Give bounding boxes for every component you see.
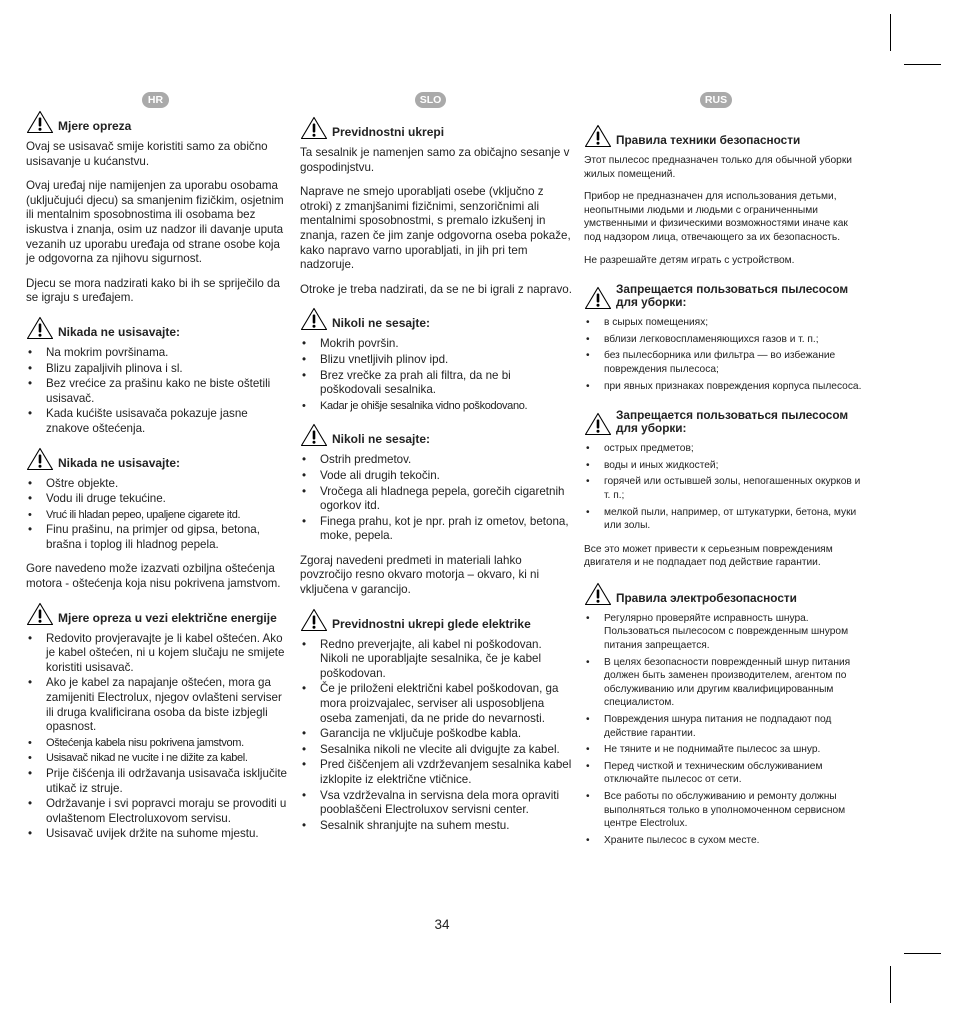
- list-item: • Redno preverjajte, ali kabel ni poškodovan. Nikoli ne uporabljajte sesalnika, če je kabel poškodovan.: [300, 638, 572, 682]
- list-item: • Повреждения шнура питания не подпадают под действие гарантии.: [584, 713, 864, 740]
- list-item: • Sesalnik shranjujte na suhem mestu.: [300, 819, 572, 834]
- section-heading: [300, 608, 572, 632]
- list-item: • Все работы по обслуживанию и ремонту должны выполняться только в уполномоченном сервисном центре Electrolux.: [584, 790, 864, 831]
- bullet-list: [584, 612, 864, 848]
- section-heading: [300, 423, 572, 447]
- list-item: • Oštećenja kabela nisu pokrivena jamstvom.: [26, 736, 288, 751]
- list-item: • Vročega ali hladnega pepela, gorečih cigaretnih ogorkov itd.: [300, 485, 572, 514]
- list-item: • Oštre objekte.: [26, 477, 288, 492]
- list-item: • Не тяните и не поднимайте пылесос за шнур.: [584, 743, 864, 757]
- paragraph: Не разрешайте детям играть с устройством.: [584, 254, 795, 266]
- list-item: • Usisavač uvijek držite na suhome mjestu.: [26, 827, 288, 842]
- heading-text: Nikada ne usisavajte:: [58, 455, 181, 470]
- list-item: • острых предметов;: [584, 442, 864, 456]
- list-item: • Če je priloženi električni kabel poškodovan, ga mora proizvajalec, serviser ali usposobljena oseba zamenjati, da ne pride do nevarnosti.: [300, 682, 572, 726]
- bullet-list: [300, 453, 572, 544]
- list-item: • без пылесборника или фильтра — во избежание повреждения пылесоса;: [584, 349, 864, 376]
- list-item: • Vruć ili hladan pepeo, upaljene cigarete itd.: [26, 508, 288, 523]
- section-heading: [26, 447, 288, 471]
- section-heading: [26, 316, 288, 340]
- paragraph: Все это может привести к серьезным повреждениям двигателя и не подпадает под действие гарантии.: [584, 543, 833, 569]
- crop-mark: [904, 953, 941, 954]
- section-heading: [300, 307, 572, 331]
- list-item: • Garancija ne vključuje poškodbe kabla.: [300, 727, 572, 742]
- list-item: • Prije čišćenja ili održavanja usisavača isključite utikač iz struje.: [26, 767, 288, 796]
- list-item: • Vode ali drugih tekočin.: [300, 469, 572, 484]
- warning-icon: [300, 307, 328, 331]
- list-item: • Ostrih predmetov.: [300, 453, 572, 468]
- list-item: • Usisavač nikad ne vucite i ne dižite za kabel.: [26, 751, 288, 766]
- bullet-list: [26, 346, 288, 437]
- list-item: • Na mokrim površinama.: [26, 346, 288, 361]
- heading-text: Mjere opreza: [58, 119, 132, 133]
- language-badge-rus: RUS: [700, 92, 732, 108]
- list-item: • вблизи легковоспламеняющихся газов и т. п.;: [584, 333, 864, 347]
- warning-icon: [26, 110, 54, 134]
- heading-text: Nikada ne usisavajte:: [58, 324, 181, 339]
- list-item: • Sesalnika nikoli ne vlecite ali dvigujte za kabel.: [300, 743, 572, 758]
- list-item: • мелкой пыли, например, от штукатурки, бетона, муки или золы.: [584, 506, 864, 533]
- warning-icon: [584, 412, 612, 436]
- warning-icon: [584, 286, 612, 310]
- warning-icon: [584, 582, 612, 606]
- bullet-list: [300, 638, 572, 834]
- heading-text: Nikoli ne sesajte:: [332, 316, 431, 331]
- warning-icon: [300, 116, 328, 140]
- heading-text: Previdnostni ukrepi glede elektrike: [332, 616, 531, 631]
- list-item: • Finega prahu, kot je npr. prah iz ometov, betona, moke, pepela.: [300, 515, 572, 544]
- paragraph: Ta sesalnik je namenjen samo za običajno sesanje v gospodinjstvu.: [300, 146, 570, 174]
- list-item: • Перед чисткой и техническим обслуживанием отключайте пылесос от сети.: [584, 760, 864, 787]
- paragraph: Gore navedeno može izazvati ozbiljna oštećenja motora - oštećenja koja nisu pokrivena jamstvom.: [26, 562, 281, 591]
- heading-text: Запрещается пользоваться пылесосом для уборки:: [616, 282, 849, 310]
- list-item: • Pred čiščenjem ali vzdrževanjem sesalnika kabel izklopite iz električne vtičnice.: [300, 758, 572, 787]
- list-item: • Bez vrećice za prašinu kako ne biste oštetili usisavač.: [26, 377, 288, 406]
- list-item: • Brez vrečke za prah ali filtra, da ne bi poškodovali sesalnika.: [300, 369, 572, 398]
- crop-mark: [890, 14, 891, 51]
- list-item: • Регулярно проверяйте исправность шнура. Пользоваться пылесосом с поврежденным шнуром питания запрещается.: [584, 612, 864, 653]
- heading-text: Previdnostni ukrepi: [332, 125, 445, 139]
- list-item: • Vodu ili druge tekućine.: [26, 492, 288, 507]
- list-item: • Održavanje i svi popravci moraju se provoditi u ovlaštenom Electroluxovom servisu.: [26, 797, 288, 826]
- paragraph: Zgoraj navedeni predmeti in materiali lahko povzročijo resno okvaro motorja – okvaro, ki ni vključena v garancijo.: [300, 553, 540, 597]
- list-item: • Blizu vnetljivih plinov ipd.: [300, 353, 572, 368]
- page-number: 34: [434, 917, 450, 932]
- language-badge-slo: SLO: [415, 92, 446, 108]
- list-item: • Храните пылесос в сухом месте.: [584, 834, 864, 848]
- paragraph: Naprave ne smejo uporabljati osebe (vključno z otroki) z zmanjšanimi fizičnimi, senzoričnimi ali mentalnimi sposobnostmi, s premalo izkušenj in znanja, razen če jim zanje odgovorna oseba pokaže, kako napravo varno uporabljati, in jih pri tem nadzoruje.: [300, 185, 571, 272]
- bullet-list: [300, 337, 572, 413]
- column-rus: [584, 124, 864, 857]
- heading-text: Nikoli ne sesajte:: [332, 432, 431, 447]
- section-heading: [300, 116, 572, 140]
- heading-text: Правила электробезопасности: [616, 590, 797, 605]
- warning-icon: [300, 608, 328, 632]
- section-heading: [26, 602, 288, 626]
- heading-text: Mjere opreza u vezi električne energije: [58, 610, 277, 625]
- column-slo: [300, 116, 572, 843]
- paragraph: Прибор не предназначен для использования детьми, неопытными людьми и людьми с ограниченными умственными и физическими возможностями иначе как под надзором лица, отвечающего за их безопасность.: [584, 191, 848, 243]
- section-heading: [584, 283, 864, 310]
- list-item: • при явных признаках повреждения корпуса пылесоса.: [584, 380, 864, 394]
- list-item: • горячей или остывшей золы, непогашенных окурков и т. п.;: [584, 475, 864, 502]
- crop-mark: [890, 966, 891, 1003]
- warning-icon: [300, 423, 328, 447]
- paragraph: Этот пылесос предназначен только для обычной уборки жилых помещений.: [584, 155, 852, 180]
- warning-icon: [584, 124, 612, 148]
- paragraph: Ovaj uređaj nije namijenjen za uporabu osobama (uključujući djecu) sa smanjenim fizičkim, osjetnim ili mentalnim sposobnostima ili osobama bez iskustva i znanja, osim uz nadzor ili davanje uputa vezanih uz uporabu uređaja od strane osobe koja je odgovorna za njihovu sigurnost.: [26, 179, 284, 266]
- paragraph: Djecu se mora nadzirati kako bi ih se spriječilo da se igraju s uređajem.: [26, 276, 280, 305]
- language-badge-hr: HR: [142, 92, 169, 108]
- list-item: • воды и иных жидкостей;: [584, 459, 864, 473]
- list-item: • Redovito provjeravajte je li kabel oštećen. Ako je kabel oštećen, ni u kojem slučaju ne smijete koristiti usisavač.: [26, 632, 288, 676]
- heading-text: Правила техники безопасности: [616, 133, 801, 147]
- warning-icon: [26, 316, 54, 340]
- section-heading: [26, 110, 288, 134]
- list-item: • Blizu zapaljivih plinova i sl.: [26, 362, 288, 377]
- bullet-list: [26, 477, 288, 553]
- heading-text: Запрещается пользоваться пылесосом для уборки:: [616, 408, 849, 436]
- bullet-list: [584, 316, 864, 393]
- paragraph: Ovaj se usisavač smije koristiti samo za obično usisavanje u kućanstvu.: [26, 140, 268, 168]
- bullet-list: [584, 442, 864, 533]
- crop-mark: [904, 64, 941, 65]
- list-item: • Kada kućište usisavača pokazuje jasne znakove oštećenja.: [26, 407, 288, 436]
- column-hr: [26, 110, 288, 852]
- warning-icon: [26, 602, 54, 626]
- list-item: • Ako je kabel za napajanje oštećen, mora ga zamijeniti Electrolux, njegov ovlašteni serviser ili druga kvalificirana osoba da biste izbjegli opasnost.: [26, 676, 288, 734]
- list-item: • Mokrih površin.: [300, 337, 572, 352]
- section-heading: [584, 409, 864, 436]
- bullet-list: [26, 632, 288, 842]
- list-item: • Vsa vzdrževalna in servisna dela mora opraviti pooblaščeni Electroluxov servisni center.: [300, 789, 572, 818]
- warning-icon: [26, 447, 54, 471]
- list-item: • Finu prašinu, na primjer od gipsa, betona, brašna i toplog ili hladnog pepela.: [26, 523, 288, 552]
- paragraph: Otroke je treba nadzirati, da se ne bi igrali z napravo.: [300, 282, 572, 296]
- list-item: • В целях безопасности поврежденный шнур питания должен быть заменен производителем, агентом по обслуживанию или другим квалифицированным специалистом.: [584, 656, 864, 710]
- list-item: • Kadar je ohišje sesalnika vidno poškodovano.: [300, 399, 572, 414]
- list-item: • в сырых помещениях;: [584, 316, 864, 330]
- section-heading: [584, 582, 864, 606]
- section-heading: [584, 124, 864, 148]
